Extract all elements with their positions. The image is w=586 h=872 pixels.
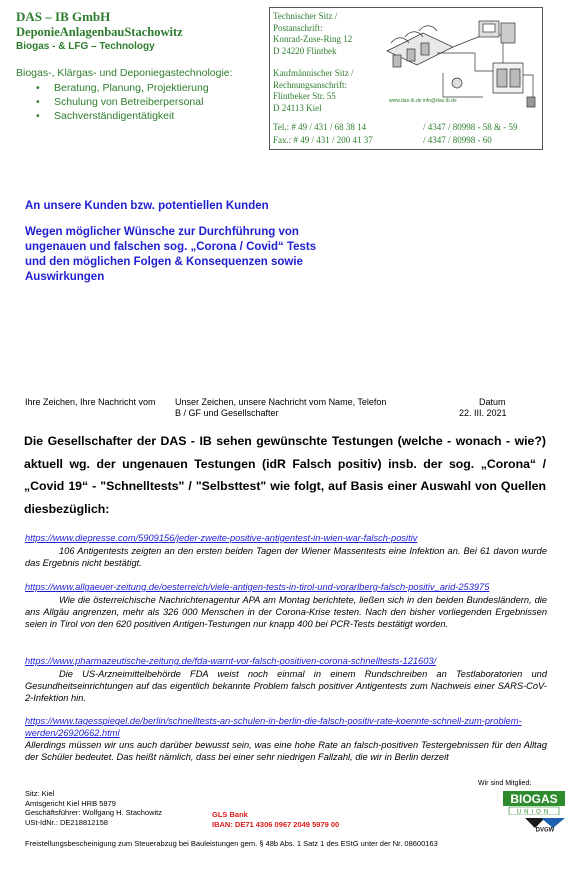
address-line: D 24220 Flintbek [273, 45, 337, 56]
commercial-address [273, 68, 353, 114]
phone-number-2: / 4347 / 80998 - 58 & - 59 [423, 122, 518, 132]
service-item: • Sachverständigentätigkeit [36, 109, 209, 123]
dvgw-logo [521, 816, 569, 832]
phone-fax [273, 121, 373, 147]
tax-exemption-note: Freistellungsbescheinigung zum Steuerabzug bei Bauleistungen gem. § 48b Abs. 1 Satz 1 des EStG unter der Nr. 08600163 [25, 839, 438, 848]
union-logo-text: UNION [516, 809, 552, 815]
biogas-logo-text: BIOGAS [510, 792, 558, 806]
services-list [36, 81, 209, 123]
bank-name: GLS Bank [212, 810, 248, 819]
address-line: Rechnungsanschrift: [273, 79, 347, 90]
reference-value-ours: B / GF und Gesellschafter [175, 408, 279, 418]
footer-line: USt-IdNr.: DE218812158 [25, 817, 108, 827]
footer-company-info [25, 789, 162, 827]
address-line: Kaufmännischer Sitz / [273, 68, 354, 78]
source-link[interactable]: https://www.pharmazeutische-zeitung.de/fda-warnt-vor-falsch-positiven-corona-schnelltests-121603/ [25, 656, 437, 666]
source-excerpt: Die US-Arzneimittelbehörde FDA weist noch einmal in einem Rundschreiben an Testlaboratorien und Gesundheitseinrichtungen auf das eigentlich bekannte Problem falsch positiver Antigentests zum Nachweis einer SARS-CoV-2-Infektion hin. [25, 669, 547, 703]
footer-line: Sitz: Kiel [25, 789, 55, 798]
reference-label-yours: Ihre Zeichen, Ihre Nachricht vom [25, 397, 156, 407]
company-subtitle: DeponieAnlagenbauStachowitz [16, 25, 183, 39]
reference-label-ours: Unser Zeichen, unsere Nachricht vom Name, Telefon [175, 397, 387, 407]
source-link[interactable]: https://www.allgaeuer-zeitung.de/oesterreich/viele-antigen-tests-in-tirol-und-vorarlberg-falsch-positiv_arid-253975 [25, 582, 490, 592]
address-line: Postanschrift: [273, 22, 323, 33]
footer-bank [212, 810, 339, 829]
fax-number-2: / 4347 / 80998 - 60 [423, 135, 492, 145]
source-excerpt: Wie die österreichische Nachrichtenagentur APA am Montag berichtete, ließen sich in den beiden Bundesländern, die ans Allgäu angrenzen, mehr als 326 000 Menschen in der Corona-Krise testen. Nach den bisher vorliegenden Ergebnissen seien in Tirol von den 620 positiven Antigen-Testungen nur knapp 400 bei PCR-Tests bestätigt worden. [25, 595, 547, 629]
dvgw-logo-text: DVGW [535, 827, 555, 832]
source-excerpt: Allerdings müssen wir uns auch darüber bewusst sein, was eine hohe Rate an falsch-positiven Testergebnissen für den Alltag der Schüler bedeutet. Das heißt nämlich, dass bei einer sehr niedrigen Fallzahl, die wir in Berlin derzeit [25, 740, 547, 762]
fax-number: Fax.: # 49 / 431 / 200 41 37 [273, 135, 373, 145]
services-title: Biogas-, Klärgas- und Deponiegastechnologie: [16, 67, 233, 79]
source-link[interactable]: https://www.tagesspiegel.de/berlin/schnelltests-an-schulen-in-berlin-die-falsch-positiv-rate-koennte-schnell-zum-problem-werden/26920662.html [25, 716, 522, 738]
address-line: Konrad-Zuse-Ring 12 [273, 34, 353, 44]
addressee: An unsere Kunden bzw. potentiellen Kunden [25, 200, 269, 212]
biogas-union-logo [503, 791, 565, 815]
phone-fax-secondary [423, 121, 518, 147]
main-statement: Die Gesellschafter der DAS - IB sehen gewünschte Testungen (welche - wonach - wie?) aktuell wg. der ungenauen Testungen (idR Falsch positiv) insb. der sog. „Corona“ / „Covid 19“ - "Schnelltests" / "Selbsttest" wie folgt, auf Basis einer Auswahl von Quellen diesbezüglich: [24, 434, 546, 516]
service-item: • Schulung von Betreiberpersonal [36, 95, 209, 109]
technical-address [273, 11, 352, 57]
date-label: Datum [479, 397, 506, 407]
address-line: Flintbeker Str. 55 [273, 91, 336, 101]
date-value: 22. III. 2021 [459, 408, 507, 418]
service-item: • Beratung, Planung, Projektierung [36, 81, 209, 95]
address-line: D 24113 Kiel [273, 102, 322, 113]
bank-iban: IBAN: DE71 4306 0967 2049 5979 00 [212, 819, 340, 829]
letter-subject: Wegen möglicher Wünsche zur Durchführung von ungenauen und falschen sog. „Corona / Covid“ Tests und den möglichen Folgen & Konsequenzen sowie Auswirkungen [25, 226, 317, 283]
diagram-caption: www.das-ib.de info@das-ib.de [389, 98, 457, 104]
address-line: Technischer Sitz / [273, 11, 338, 21]
company-name: DAS – IB GmbH [16, 9, 111, 24]
footer-line: Geschäftsführer: Wolfgang H. Stachowitz [25, 808, 163, 817]
phone-number: Tel.: # 49 / 431 / 68 38 14 [273, 122, 367, 132]
source-excerpt: 106 Antigentests zeigten an den ersten beiden Tagen der Wiener Massentests eine Infektion an. Bei 61 davon wurde das Ergebnis nicht bestätigt. [25, 546, 547, 568]
membership-label: Wir sind Mitglied: [478, 780, 532, 787]
company-tagline: Biogas - & LFG – Technology [16, 41, 155, 52]
source-link[interactable]: https://www.diepresse.com/5909156/jeder-zweite-positive-antigentest-in-wien-war-falsch-positiv [25, 533, 418, 543]
footer-line: Amtsgericht Kiel HRB 5879 [25, 798, 116, 808]
